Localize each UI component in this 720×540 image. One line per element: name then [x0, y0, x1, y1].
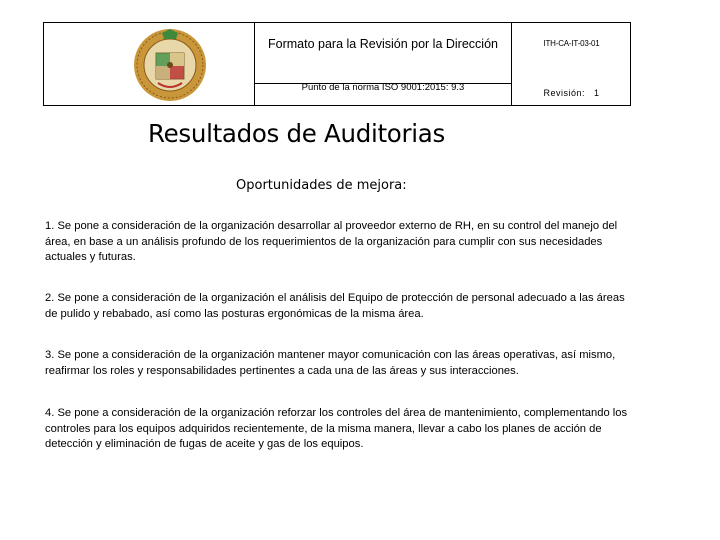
list-item: 2. Se pone a consideración de la organización el análisis del Equipo de protección de personal adecuado a las áreas de pulido y rebabado, así como las posturas ergonómicas de la misma área. [45, 292, 625, 320]
revision [512, 88, 631, 98]
institution-seal-icon [132, 27, 208, 103]
list-item: 1. Se pone a consideración de la organización desarrollar al proveedor externo de RH, en su control del manejo del área, en base a un análisis profundo de los requerimientos de la organización para cumplir con sus necesidades actuales y futuras. [45, 220, 618, 263]
code-cell [511, 23, 631, 105]
list-item: 3. Se pone a consideración de la organización mantener mayor comunicación con las áreas operativas, así mismo, reafirmar los roles y responsabilidades pertinentes a cada una de las áreas y sus interacciones. [45, 349, 616, 377]
revision-number: 1 [594, 88, 600, 98]
norm-point-cell [254, 83, 511, 105]
logo-cell [44, 23, 254, 105]
document-title: Formato para la Revisión por la Dirección [268, 37, 498, 51]
document-header [43, 22, 631, 106]
page-title: Resultados de Auditorias [148, 119, 445, 148]
revision-label: Revisión: [543, 88, 585, 98]
document-code: ITH-CA-IT-03-01 [543, 39, 600, 48]
norm-point: Punto de la norma ISO 9001:2015: 9.3 [301, 82, 465, 93]
document-title-cell [254, 23, 511, 83]
section-subtitle: Oportunidades de mejora: [236, 178, 407, 193]
list-item: 4. Se pone a consideración de la organización reforzar los controles del área de mantenimiento, complementando los controles para los equipos adquiridos recientemente, de la misma manera, llevar a cabo los planes de acción de detección y eliminación de fugas de aceite y gas de los equipos. [45, 407, 628, 450]
